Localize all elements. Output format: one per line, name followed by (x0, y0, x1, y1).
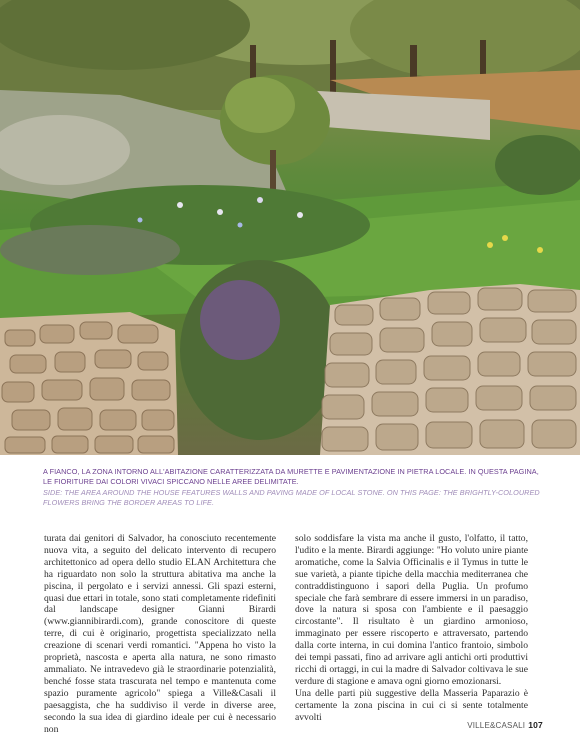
magazine-name: VILLE&CASALI (467, 721, 526, 730)
page-number: 107 (528, 720, 543, 730)
article-column-left (44, 533, 276, 735)
article-column-right (295, 533, 528, 724)
photo-caption (43, 467, 548, 508)
article-paragraph: Una delle parti più suggestive della Masseria Paparazio è certamente la zona piscina in cui ci si sente totalmente avvolti (295, 687, 528, 723)
caption-english: SIDE: THE AREA AROUND THE HOUSE FEATURES WALLS AND PAVING MADE OF LOCAL STONE. ON THIS PAGE: THE BRIGHTLY-COLOURED FLOWERS BRING THE BORDER AREAS TO LIFE. (43, 487, 540, 507)
caption-italian: A FIANCO, LA ZONA INTORNO ALL'ABITAZIONE CARATTERIZZATA DA MURETTE E PAVIMENTAZIONE IN PIETRA LOCALE. IN QUESTA PAGINA, LE FIORITURE DAI COLORI VIVACI SPICCANO NELLE AREE DELIMITATE. (43, 467, 539, 487)
page-footer (467, 720, 543, 730)
article-paragraph: turata dai genitori di Salvador, ha conosciuto recentemente nuova vita, a seguito del delicato intervento di recupero architettonico ad opera dello studio ELAN Architettura che ha riguardato non solo la struttura abitativa ma anche la piscina, il pergolato e i servizi annessi. Gli spazi esterni, quasi due ettari in totale, sono stati completamente ridefiniti dal landscape designer Gianni Birardi (www.giannibirardi.com), grande conoscitore di queste terre, di cui è originario, progettista specializzato nella creazione di scenari verdi romantici. "Appena ho visto la proprietà, nascosta e aperta alla natura, ne sono rimasto ammaliato. Ne intravedevo già le straordinarie potenzialità, benché fosse stata trascurata nel tempo e mantenuta come spazio puramente agricolo" spiega a Ville&Casali il paesaggista, che ha suddiviso il verde in diverse aree, secondo la sua idea di giardino ideale per cui è necessario non (44, 533, 276, 735)
article-paragraph: solo soddisfare la vista ma anche il gusto, l'olfatto, il tatto, l'udito e la mente. Birardi aggiunge: "Ho voluto unire piante aromatiche, come la Salvia Officinalis e il Tymus in tutte le sue varietà, a piante tipiche della macchia mediterranea che contraddistinguono i sapori della Puglia. Un profumo speciale che farà sembrare di essere immersi in un paradiso, dove la natura si sposa con l'ambiente e il paesaggio circostante". Il risultato è un giardino armonioso, immaginato per essere riscoperto e attraversato, partendo dalla corte interna, in cui domina l'antico frantoio, simbolo dei tempi passati, fino ad arrivare agli antichi orti produttivi ricchi di ortaggi, in cui la madre di Salvador coltivava le sue verdure di stagione e amava ogni giorno emozionarsi. (295, 533, 528, 687)
